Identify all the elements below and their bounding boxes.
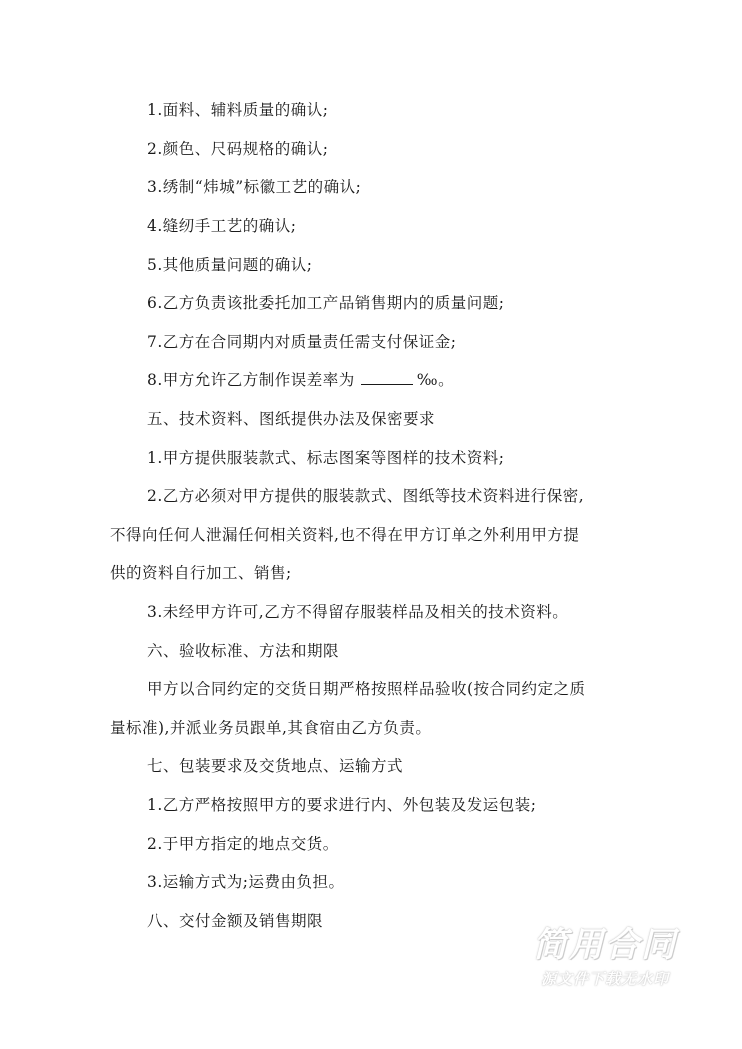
paragraph-line: 量标准),并派业务员跟单,其食宿由乙方负责。 bbox=[110, 719, 432, 737]
paragraph-line: 1.乙方严格按照甲方的要求进行内、外包装及发运包装; bbox=[147, 796, 537, 814]
paragraph-line: 2.于甲方指定的地点交货。 bbox=[147, 835, 339, 853]
paragraph-line: 甲方以合同约定的交货日期严格按照样品验收(按合同约定之质 bbox=[147, 680, 586, 698]
paragraph-line: 供的资料自行加工、销售; bbox=[110, 564, 292, 582]
paragraph-line: 4.缝纫手工艺的确认; bbox=[147, 217, 297, 235]
paragraph-line: 3.未经甲方许可,乙方不得留存服装样品及相关的技术资料。 bbox=[147, 603, 569, 621]
paragraph-text: ‰。 bbox=[416, 371, 455, 389]
paragraph-line: 不得向任何人泄漏任何相关资料,也不得在甲方订单之外利用甲方提 bbox=[110, 526, 580, 544]
watermark-title: 简用合同 bbox=[533, 925, 677, 965]
section-heading: 八、交付金额及销售期限 bbox=[147, 912, 324, 930]
paragraph-line: 3.运输方式为;运费由负担。 bbox=[147, 873, 345, 891]
watermark-subtitle: 源文件下载无水印 bbox=[540, 970, 669, 988]
paragraph-line: 2.乙方必须对甲方提供的服装款式、图纸等技术资料进行保密, bbox=[147, 487, 585, 505]
paragraph-line: 6.乙方负责该批委托加工产品销售期内的质量问题; bbox=[147, 294, 505, 312]
fill-in-blank bbox=[361, 370, 413, 385]
section-heading: 六、验收标准、方法和期限 bbox=[147, 642, 340, 660]
paragraph-text: 8.甲方允许乙方制作误差率为 bbox=[147, 371, 355, 389]
paragraph-line-with-blank bbox=[147, 370, 454, 390]
paragraph-line: 1.甲方提供服装款式、标志图案等图样的技术资料; bbox=[147, 449, 505, 467]
paragraph-line: 2.颜色、尺码规格的确认; bbox=[147, 140, 329, 158]
paragraph-line: 3.绣制“炜城”标徽工艺的确认; bbox=[147, 178, 362, 196]
section-heading: 五、技术资料、图纸提供办法及保密要求 bbox=[147, 410, 436, 428]
paragraph-line: 1.面料、辅料质量的确认; bbox=[147, 101, 329, 119]
paragraph-line: 5.其他质量问题的确认; bbox=[147, 256, 313, 274]
section-heading: 七、包装要求及交货地点、运输方式 bbox=[147, 757, 404, 775]
watermark-logo bbox=[510, 925, 700, 989]
paragraph-line: 7.乙方在合同期内对质量责任需支付保证金; bbox=[147, 333, 457, 351]
